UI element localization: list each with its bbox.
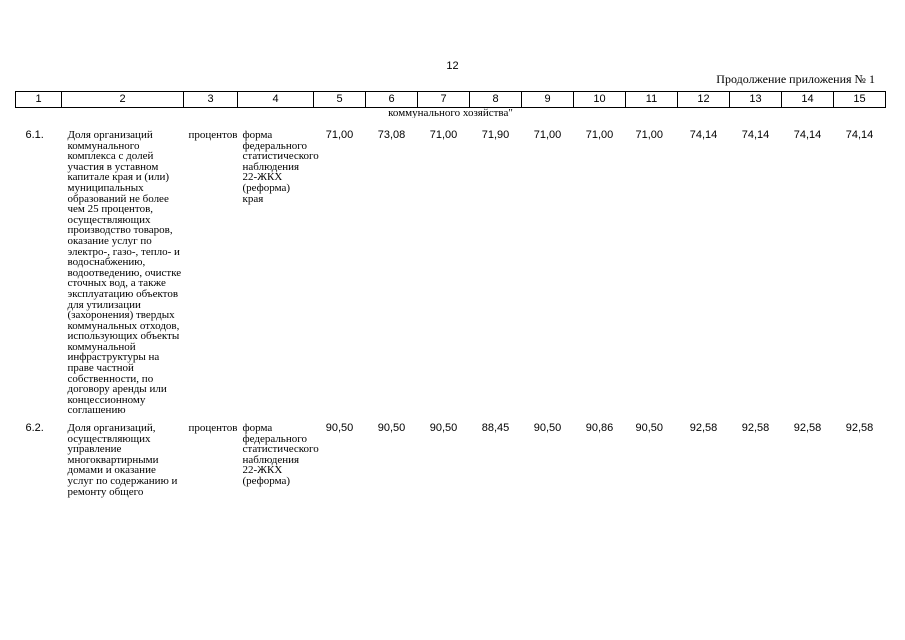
column-header: 1 (16, 92, 62, 108)
value-cell: 90,50 (635, 422, 664, 435)
value-cell: 92,58 (845, 422, 874, 435)
indicator-code: 6.1. (25, 129, 44, 141)
column-header: 15 (834, 92, 886, 108)
value-cell: 90,50 (429, 422, 458, 435)
column-header: 14 (782, 92, 834, 108)
indicator-name: Доля организаций, осуществляющих управление многоквартирными домами и оказание услуг по содержанию и ремонту общего (67, 422, 178, 498)
appendix-continuation-label: Продолжение приложения № 1 (716, 72, 875, 86)
column-header: 10 (574, 92, 626, 108)
value-cell: 92,58 (689, 422, 718, 435)
column-header: 13 (730, 92, 782, 108)
column-header: 2 (62, 92, 184, 108)
indicator-code: 6.2. (25, 422, 44, 435)
value-cell: 88,45 (481, 422, 510, 435)
value-cell: 90,50 (377, 422, 406, 435)
value-cell: 71,00 (585, 129, 614, 141)
value-cell: 74,14 (741, 129, 770, 141)
value-cell: 90,50 (533, 422, 562, 435)
column-number-header-row (16, 92, 886, 108)
column-header: 4 (238, 92, 314, 108)
value-cell: 71,00 (325, 129, 354, 141)
indicator-unit: процентов (188, 422, 238, 435)
table-row (16, 416, 886, 497)
value-cell: 92,58 (793, 422, 822, 435)
value-cell: 71,00 (533, 129, 562, 141)
value-cell: 73,08 (377, 129, 406, 141)
value-cell: 92,58 (741, 422, 770, 435)
indicator-unit: процентов (188, 129, 238, 141)
column-header: 3 (184, 92, 238, 108)
section-label: коммунального хозяйства" (388, 107, 513, 118)
column-header: 6 (366, 92, 418, 108)
indicators-table (15, 91, 886, 497)
value-cell: 71,00 (635, 129, 664, 141)
indicator-source: форма федерального статистического наблюдения 22-ЖКХ (реформа) (242, 422, 319, 487)
value-cell: 90,50 (325, 422, 354, 435)
value-cell: 74,14 (845, 129, 874, 141)
value-cell: 71,00 (429, 129, 458, 141)
column-header: 7 (418, 92, 470, 108)
value-cell: 74,14 (689, 129, 718, 141)
column-header: 5 (314, 92, 366, 108)
column-header: 11 (626, 92, 678, 108)
value-cell: 71,90 (481, 129, 510, 141)
value-cell: 90,86 (585, 422, 614, 435)
value-cell: 74,14 (793, 129, 822, 141)
table-row (16, 118, 886, 416)
page-number: 12 (446, 60, 459, 72)
indicator-name: Доля организаций коммунального комплекса с долей участия в уставном капитале края и (или) муниципальных образований не более чем 25 процентов, осуществляющих производство товаров, оказание услуг по электро-, газо-, тепло- и водоснабжению, водоотведению, очистке сточных вод, а также эксплуатацию объектов для утилизации (захоронения) твердых коммунальных отходов, использующих объекты коммунальной инфраструктуры на праве частной собственности, по договору аренды или концессионному соглашению (67, 129, 182, 417)
column-header: 9 (522, 92, 574, 108)
column-header: 12 (678, 92, 730, 108)
indicator-source: форма федерального статистического наблюдения 22-ЖКХ (реформа) края (242, 129, 319, 205)
section-subheader-row (16, 108, 886, 119)
column-header: 8 (470, 92, 522, 108)
